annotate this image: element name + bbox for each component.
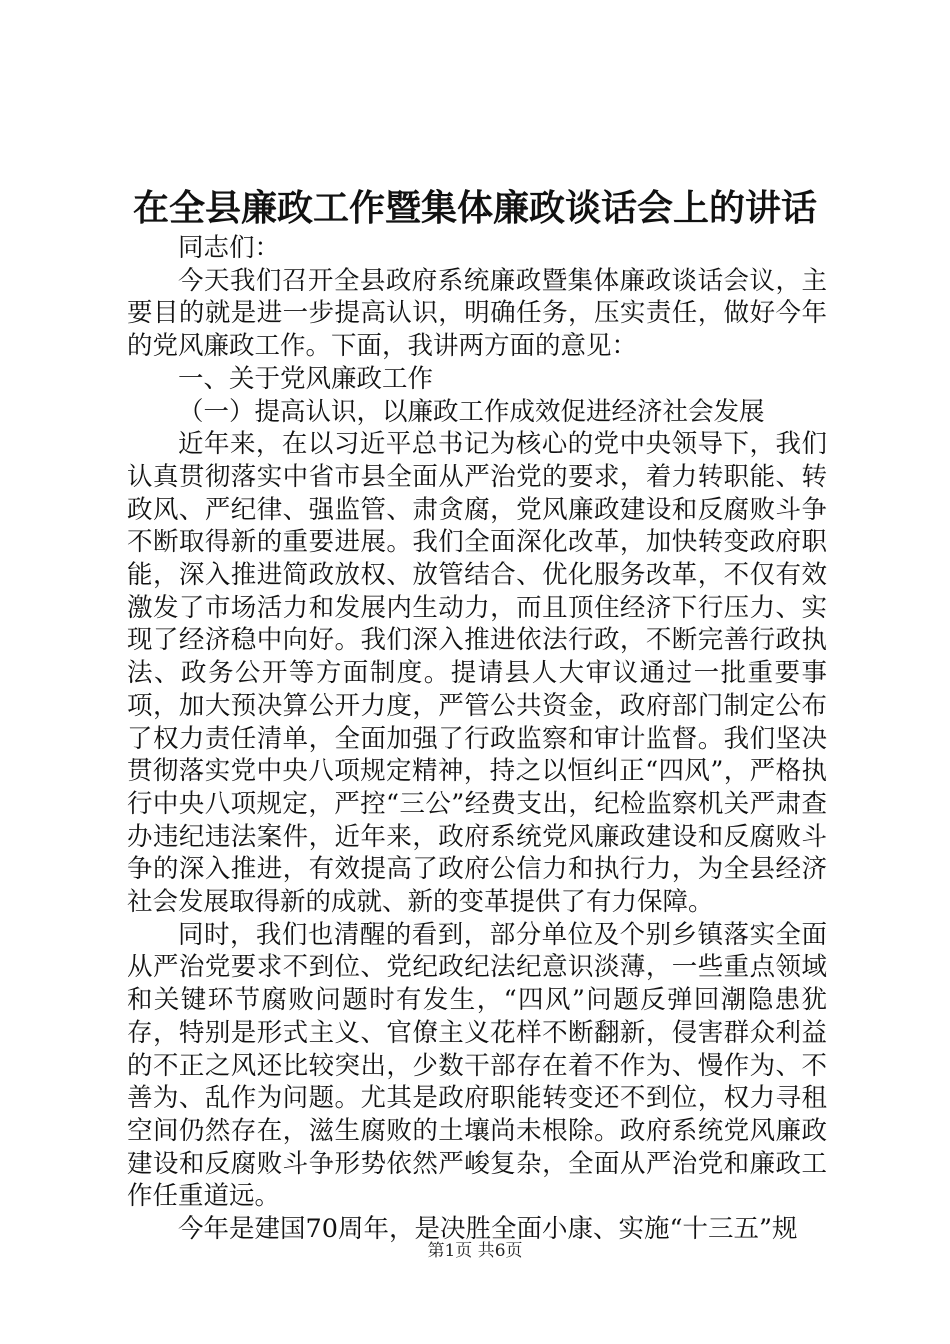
subsection-heading: （一）提高认识，以廉政工作成效促进经济社会发展	[178, 396, 765, 427]
intro-paragraph: 今天我们召开全县政府系统廉政暨集体廉政谈话会议，主要目的就是进一步提高认识，明确任务，压实责任，做好今年的党风廉政工作。下面，我讲两方面的意见：	[127, 265, 827, 362]
document-body	[127, 232, 827, 1246]
section-heading: 一、关于党风廉政工作	[178, 363, 434, 394]
body-paragraph: 同时，我们也清醒的看到，部分单位及个别乡镇落实全面从严治党要求不到位、党纪政纪法纪意识淡薄，一些重点领域和关键环节腐败问题时有发生，“四风”问题反弹回潮隐患犹存，特别是形式主义、官僚主义花样不断翻新，侵害群众利益的不正之风还比较突出，少数干部存在着不作为、慢作为、不善为、乱作为问题。尤其是政府职能转变还不到位，权力寻租空间仍然存在，滋生腐败的土壤尚未根除。政府系统党风廉政建设和反腐败斗争形势依然严峻复杂，全面从严治党和廉政工作任重道远。	[127, 919, 827, 1212]
document-title: 在全县廉政工作暨集体廉政谈话会上的讲话	[132, 187, 817, 229]
body-paragraph: 近年来，在以习近平总书记为核心的党中央领导下，我们认真贯彻落实中省市县全面从严治党的要求，着力转职能、转政风、严纪律、强监管、肃贪腐，党风廉政建设和反腐败斗争不断取得新的重要进展。我们全面深化改革，加快转变政府职能，深入推进简政放权、放管结合、优化服务改革，不仅有效激发了市场活力和发展内生动力，而且顶住经济下行压力、实现了经济稳中向好。我们深入推进依法行政，不断完善行政执法、政务公开等方面制度。提请县人大审议通过一批重要事项，加大预决算公开力度，严管公共资金，政府部门制定公布了权力责任清单，全面加强了行政监察和审计监督。我们坚决贯彻落实党中央八项规定精神，持之以恒纠正“四风”，严格执行中央八项规定，严控“三公”经费支出，纪检监察机关严肃查办违纪违法案件，近年来，政府系统党风廉政建设和反腐败斗争的深入推进，有效提高了政府公信力和执行力，为全县经济社会发展取得新的成就、新的变革提供了有力保障。	[127, 429, 827, 918]
body-paragraph: 今年是建国70周年，是决胜全面小康、实施“十三五”规	[178, 1214, 798, 1245]
page-number-footer: 第1页 共6页	[427, 1241, 523, 1261]
salutation-paragraph: 同志们：	[178, 233, 281, 263]
